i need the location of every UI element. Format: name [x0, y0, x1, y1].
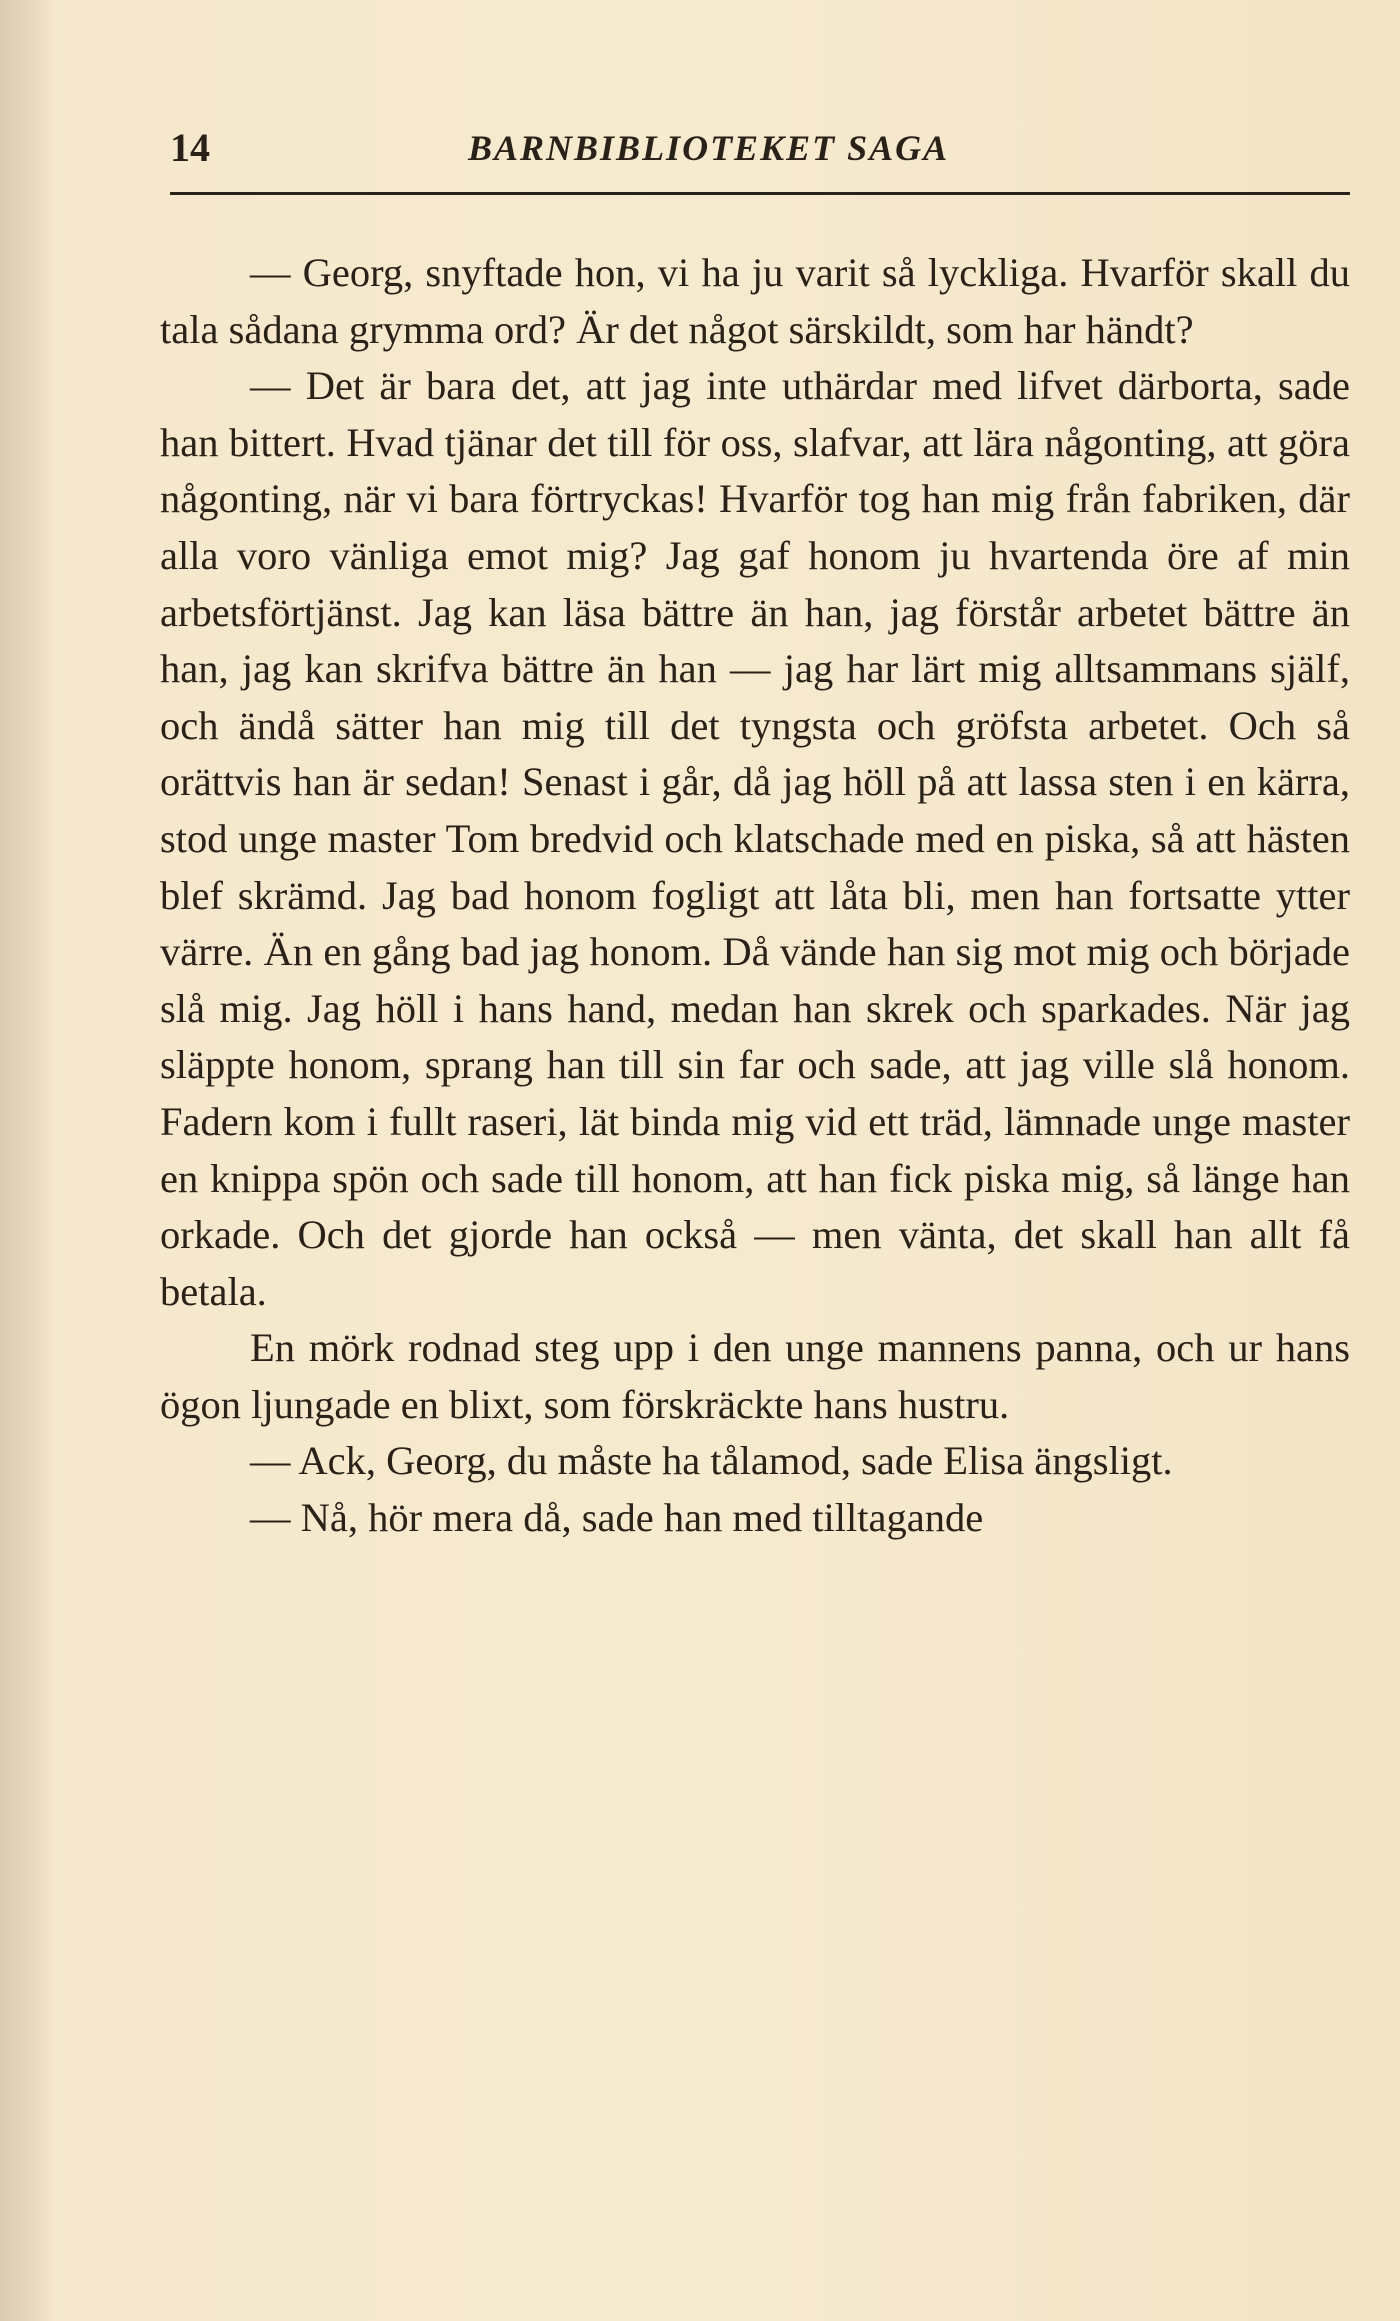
paragraph: — Det är bara det, att jag inte uthärdar med lifvet därborta, sade han bittert. Hvad tjänar det till för oss, slafvar, att lära någonting, att göra någonting, när vi bara förtryckas! Hvarför tog han mig från fabriken, där alla voro vänliga emot mig? Jag gaf honom ju hvartenda öre af min arbetsförtjänst. Jag kan läsa bättre än han, jag förstår arbetet bättre än han, jag kan skrifva bättre än han — jag har lärt mig alltsammans själf, och ändå sätter han mig till det tyngsta och gröfsta arbetet. Och så orättvis han är sedan! Senast i går, då jag höll på att lassa sten i en kärra, stod unge master Tom bredvid och klatschade med en piska, så att hästen blef skrämd. Jag bad honom fogligt att låta bli, men han fortsatte ytter värre. Än en gång bad jag honom. Då vände han sig mot mig och började slå mig. Jag höll i hans hand, medan han skrek och sparkades. När jag släppte honom, sprang han till sin far och sade, att jag ville slå honom. Fadern kom i fullt raseri, lät binda mig vid ett träd, lämnade unge master en knippa spön och sade till honom, att han fick piska mig, så länge han orkade. Och det gjorde han också — men vänta, det skall han allt få betala.: [160, 363, 1350, 1314]
paragraph: — Ack, Georg, du måste ha tålamod, sade Elisa ängsligt.: [250, 1438, 1173, 1484]
page-number: 14: [170, 125, 210, 170]
scan-edge-shadow: [0, 0, 52, 2321]
paragraph: — Nå, hör mera då, sade han med tilltagande: [250, 1495, 984, 1541]
header-rule: [170, 192, 1350, 195]
body-text: [160, 245, 1350, 1547]
paragraph: En mörk rodnad steg upp i den unge mannens panna, och ur hans ögon ljungade en blixt, som förskräckte hans hustru.: [160, 1325, 1350, 1427]
page-header: [160, 118, 1350, 178]
running-title: BARNBIBLIOTEKET SAGA: [468, 128, 950, 168]
paragraph: — Georg, snyftade hon, vi ha ju varit så lyckliga. Hvarför skall du tala sådana grymma ord? Är det något särskildt, som har händt?: [160, 250, 1350, 352]
